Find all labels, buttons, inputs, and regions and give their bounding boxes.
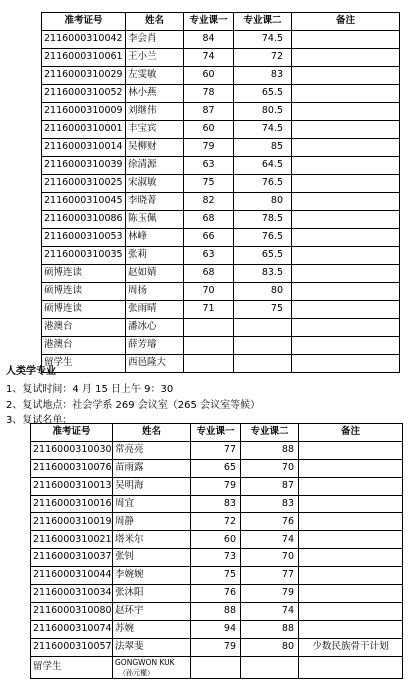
header-course-1: 专业课一 <box>191 424 241 442</box>
table-row <box>42 85 400 103</box>
cell-remarks <box>292 355 400 373</box>
cell-exam-id: 2116000310044 <box>31 567 113 585</box>
cell-name: 西邑隆大 <box>126 355 184 373</box>
cell-course-2: 74.5 <box>234 31 292 49</box>
table-row <box>31 549 403 567</box>
cell-name: 赵如婧 <box>126 265 184 283</box>
cell-name: 吴明海 <box>113 477 191 495</box>
cell-remarks <box>292 193 400 211</box>
cell-course-2: 76.5 <box>234 175 292 193</box>
cell-remarks <box>292 301 400 319</box>
cell-course-2: 70 <box>241 549 299 567</box>
admission-table-2 <box>30 423 403 679</box>
header-name: 姓名 <box>113 424 191 442</box>
table-row <box>31 495 403 513</box>
cell-exam-id: 2116000310021 <box>31 531 113 549</box>
cell-name: 陈玉佩 <box>126 211 184 229</box>
table-row <box>31 459 403 477</box>
cell-course-1: 60 <box>184 121 234 139</box>
table-row <box>42 247 400 265</box>
cell-course-2: 72 <box>234 49 292 67</box>
cell-course-1: 74 <box>184 49 234 67</box>
cell-name: 林小燕 <box>126 85 184 103</box>
cell-remarks <box>299 656 403 679</box>
cell-course-1: 78 <box>184 85 234 103</box>
header-course-2: 专业课二 <box>234 13 292 31</box>
cell-name: 左雯敏 <box>126 67 184 85</box>
cell-course-1: 72 <box>191 513 241 531</box>
cell-name: 张莉 <box>126 247 184 265</box>
cell-name: 林峰 <box>126 229 184 247</box>
cell-exam-id: 2116000310037 <box>31 549 113 567</box>
table-row <box>42 301 400 319</box>
cell-course-1: 79 <box>191 638 241 656</box>
cell-course-2: 64.5 <box>234 157 292 175</box>
cell-name: 王小兰 <box>126 49 184 67</box>
cell-course-1: 75 <box>191 567 241 585</box>
header-exam-id: 准考证号 <box>42 13 126 31</box>
cell-name: 周宜 <box>113 495 191 513</box>
cell-remarks <box>292 103 400 121</box>
cell-remarks <box>292 67 400 85</box>
cell-course-2 <box>241 656 299 679</box>
cell-name: 苏婉 <box>113 620 191 638</box>
cell-course-2: 74 <box>241 531 299 549</box>
table-row <box>31 567 403 585</box>
cell-course-2: 85 <box>234 139 292 157</box>
cell-name: 周静 <box>113 513 191 531</box>
table-row <box>42 337 400 355</box>
table-row <box>42 211 400 229</box>
cell-exam-id: 2116000310019 <box>31 513 113 531</box>
table-row <box>42 355 400 373</box>
cell-remarks <box>292 319 400 337</box>
cell-exam-id: 2116000310053 <box>42 229 126 247</box>
cell-name: 赵环宇 <box>113 602 191 620</box>
cell-remarks <box>292 121 400 139</box>
cell-remarks <box>292 337 400 355</box>
cell-course-2: 74.5 <box>234 121 292 139</box>
cell-exam-id: 2116000310034 <box>31 585 113 603</box>
cell-course-1: 94 <box>191 620 241 638</box>
cell-course-2: 88 <box>241 441 299 459</box>
cell-exam-id: 港澳台 <box>42 337 126 355</box>
cell-course-2: 75 <box>234 301 292 319</box>
table-row <box>42 319 400 337</box>
cell-course-2: 88 <box>241 620 299 638</box>
table-row <box>31 477 403 495</box>
cell-course-1: 66 <box>184 229 234 247</box>
cell-remarks <box>299 567 403 585</box>
cell-remarks <box>292 175 400 193</box>
cell-exam-id: 港澳台 <box>42 319 126 337</box>
cell-course-1: 76 <box>191 585 241 603</box>
table-row <box>42 229 400 247</box>
cell-course-1: 68 <box>184 265 234 283</box>
cell-remarks <box>299 459 403 477</box>
table-row <box>31 585 403 603</box>
cell-exam-id: 2116000310030 <box>31 441 113 459</box>
cell-remarks <box>292 283 400 301</box>
cell-remarks <box>292 31 400 49</box>
cell-remarks <box>299 585 403 603</box>
cell-remarks <box>299 513 403 531</box>
cell-course-1: 60 <box>191 531 241 549</box>
cell-exam-id: 2116000310061 <box>42 49 126 67</box>
cell-course-2: 80 <box>234 283 292 301</box>
header-name: 姓名 <box>126 13 184 31</box>
cell-course-2: 80 <box>241 638 299 656</box>
cell-remarks <box>299 441 403 459</box>
cell-exam-id: 2116000310057 <box>31 638 113 656</box>
section-title: 人类学专业 <box>6 366 56 377</box>
table-body <box>31 441 403 656</box>
cell-course-1: 84 <box>184 31 234 49</box>
cell-course-1: 77 <box>191 441 241 459</box>
table-row <box>31 513 403 531</box>
cell-remarks <box>292 229 400 247</box>
cell-exam-id: 2116000310080 <box>31 602 113 620</box>
cell-course-1: 63 <box>184 247 234 265</box>
cell-exam-id: 2116000310045 <box>42 193 126 211</box>
cell-exam-id: 2116000310076 <box>31 459 113 477</box>
cell-course-1: 73 <box>191 549 241 567</box>
table-row <box>42 121 400 139</box>
cell-name: 潘冰心 <box>126 319 184 337</box>
cell-exam-id: 2116000310013 <box>31 477 113 495</box>
cell-exam-id: 硕博连读 <box>42 283 126 301</box>
name-chinese: （孙元權） <box>119 668 154 677</box>
cell-exam-id: 留学生 <box>31 656 113 679</box>
cell-name: 薛芳璿 <box>126 337 184 355</box>
cell-name: 李晓菁 <box>126 193 184 211</box>
cell-name: 法翠斐 <box>113 638 191 656</box>
table-row <box>42 283 400 301</box>
cell-name: 吴柳财 <box>126 139 184 157</box>
cell-course-1: 82 <box>184 193 234 211</box>
cell-course-2: 77 <box>241 567 299 585</box>
header-exam-id: 准考证号 <box>31 424 113 442</box>
table-row <box>42 67 400 85</box>
cell-name <box>113 656 191 679</box>
cell-course-2: 70 <box>241 459 299 477</box>
cell-exam-id: 2116000310042 <box>42 31 126 49</box>
cell-course-1: 75 <box>184 175 234 193</box>
table-row <box>42 139 400 157</box>
header-course-2: 专业课二 <box>241 424 299 442</box>
cell-exam-id: 硕博连读 <box>42 301 126 319</box>
cell-remarks: 少数民族骨干计划 <box>299 638 403 656</box>
cell-course-2: 65.5 <box>234 85 292 103</box>
cell-course-2: 78.5 <box>234 211 292 229</box>
cell-name: 李会肖 <box>126 31 184 49</box>
cell-remarks <box>292 265 400 283</box>
cell-name: 张沐阳 <box>113 585 191 603</box>
retest-time: 1、复试时间：4 月 15 日上午 9：30 <box>6 384 174 395</box>
table-header-row <box>42 13 400 31</box>
cell-remarks <box>299 477 403 495</box>
cell-course-1: 79 <box>184 139 234 157</box>
header-remarks: 备注 <box>299 424 403 442</box>
admission-table-1 <box>41 12 400 373</box>
cell-exam-id: 硕博连读 <box>42 265 126 283</box>
cell-course-2: 83.5 <box>234 265 292 283</box>
cell-name: 李婉婉 <box>113 567 191 585</box>
cell-course-1: 63 <box>184 157 234 175</box>
cell-exam-id: 2116000310039 <box>42 157 126 175</box>
cell-course-2 <box>234 355 292 373</box>
table-row <box>42 103 400 121</box>
table-row-international <box>31 656 403 679</box>
cell-remarks <box>299 549 403 567</box>
cell-course-2 <box>234 337 292 355</box>
cell-course-2: 80 <box>234 193 292 211</box>
cell-name: 张钊 <box>113 549 191 567</box>
cell-course-1 <box>184 319 234 337</box>
header-remarks: 备注 <box>292 13 400 31</box>
table-row <box>31 531 403 549</box>
cell-course-2: 79 <box>241 585 299 603</box>
cell-remarks <box>292 139 400 157</box>
cell-exam-id: 留学生 <box>42 355 126 373</box>
cell-remarks <box>299 602 403 620</box>
cell-remarks <box>292 247 400 265</box>
cell-exam-id: 2116000310052 <box>42 85 126 103</box>
cell-name: 丰宝宾 <box>126 121 184 139</box>
table-body <box>42 31 400 373</box>
cell-remarks <box>299 531 403 549</box>
table-row <box>31 620 403 638</box>
cell-name: 张雨晴 <box>126 301 184 319</box>
cell-remarks <box>299 620 403 638</box>
cell-remarks <box>292 157 400 175</box>
table-row <box>31 638 403 656</box>
cell-remarks <box>292 211 400 229</box>
cell-course-2: 76 <box>241 513 299 531</box>
cell-course-1: 68 <box>184 211 234 229</box>
cell-course-1: 88 <box>191 602 241 620</box>
cell-course-1: 71 <box>184 301 234 319</box>
cell-exam-id: 2116000310074 <box>31 620 113 638</box>
cell-course-2: 87 <box>241 477 299 495</box>
table-row <box>42 49 400 67</box>
cell-name: 刘继伟 <box>126 103 184 121</box>
cell-exam-id: 2116000310029 <box>42 67 126 85</box>
retest-location: 2、复试地点：社会学系 269 会议室（265 会议室等候） <box>6 400 261 411</box>
cell-course-1 <box>191 656 241 679</box>
cell-exam-id: 2116000310025 <box>42 175 126 193</box>
cell-course-1: 65 <box>191 459 241 477</box>
cell-name: 周扬 <box>126 283 184 301</box>
cell-name: 徐清源 <box>126 157 184 175</box>
cell-course-1 <box>184 355 234 373</box>
cell-exam-id: 2116000310014 <box>42 139 126 157</box>
cell-course-2: 74 <box>241 602 299 620</box>
header-course-1: 专业课一 <box>184 13 234 31</box>
cell-course-2: 80.5 <box>234 103 292 121</box>
cell-remarks <box>299 495 403 513</box>
cell-exam-id: 2116000310009 <box>42 103 126 121</box>
cell-course-2: 83 <box>234 67 292 85</box>
retest-list-label: 3、复试名单： <box>6 415 73 426</box>
cell-name: 苗雨露 <box>113 459 191 477</box>
cell-course-1: 79 <box>191 477 241 495</box>
cell-course-2: 83 <box>241 495 299 513</box>
cell-remarks <box>292 49 400 67</box>
cell-name: 常亮亮 <box>113 441 191 459</box>
cell-course-2: 65.5 <box>234 247 292 265</box>
table-row <box>42 193 400 211</box>
table-row <box>42 175 400 193</box>
table-header-row <box>31 424 403 442</box>
cell-course-1: 60 <box>184 67 234 85</box>
cell-course-1: 87 <box>184 103 234 121</box>
cell-exam-id: 2116000310016 <box>31 495 113 513</box>
table-row <box>42 157 400 175</box>
cell-remarks <box>292 85 400 103</box>
cell-course-2: 76.5 <box>234 229 292 247</box>
table-row <box>31 602 403 620</box>
table-row <box>42 265 400 283</box>
cell-name: 塔米尔 <box>113 531 191 549</box>
name-english: GONGWON KUK <box>115 657 175 667</box>
cell-course-1: 70 <box>184 283 234 301</box>
table-row <box>42 31 400 49</box>
table-row <box>31 441 403 459</box>
cell-name: 宋淑敏 <box>126 175 184 193</box>
cell-course-1: 83 <box>191 495 241 513</box>
cell-exam-id: 2116000310035 <box>42 247 126 265</box>
cell-exam-id: 2116000310086 <box>42 211 126 229</box>
cell-course-2 <box>234 319 292 337</box>
cell-exam-id: 2116000310001 <box>42 121 126 139</box>
cell-course-1 <box>184 337 234 355</box>
